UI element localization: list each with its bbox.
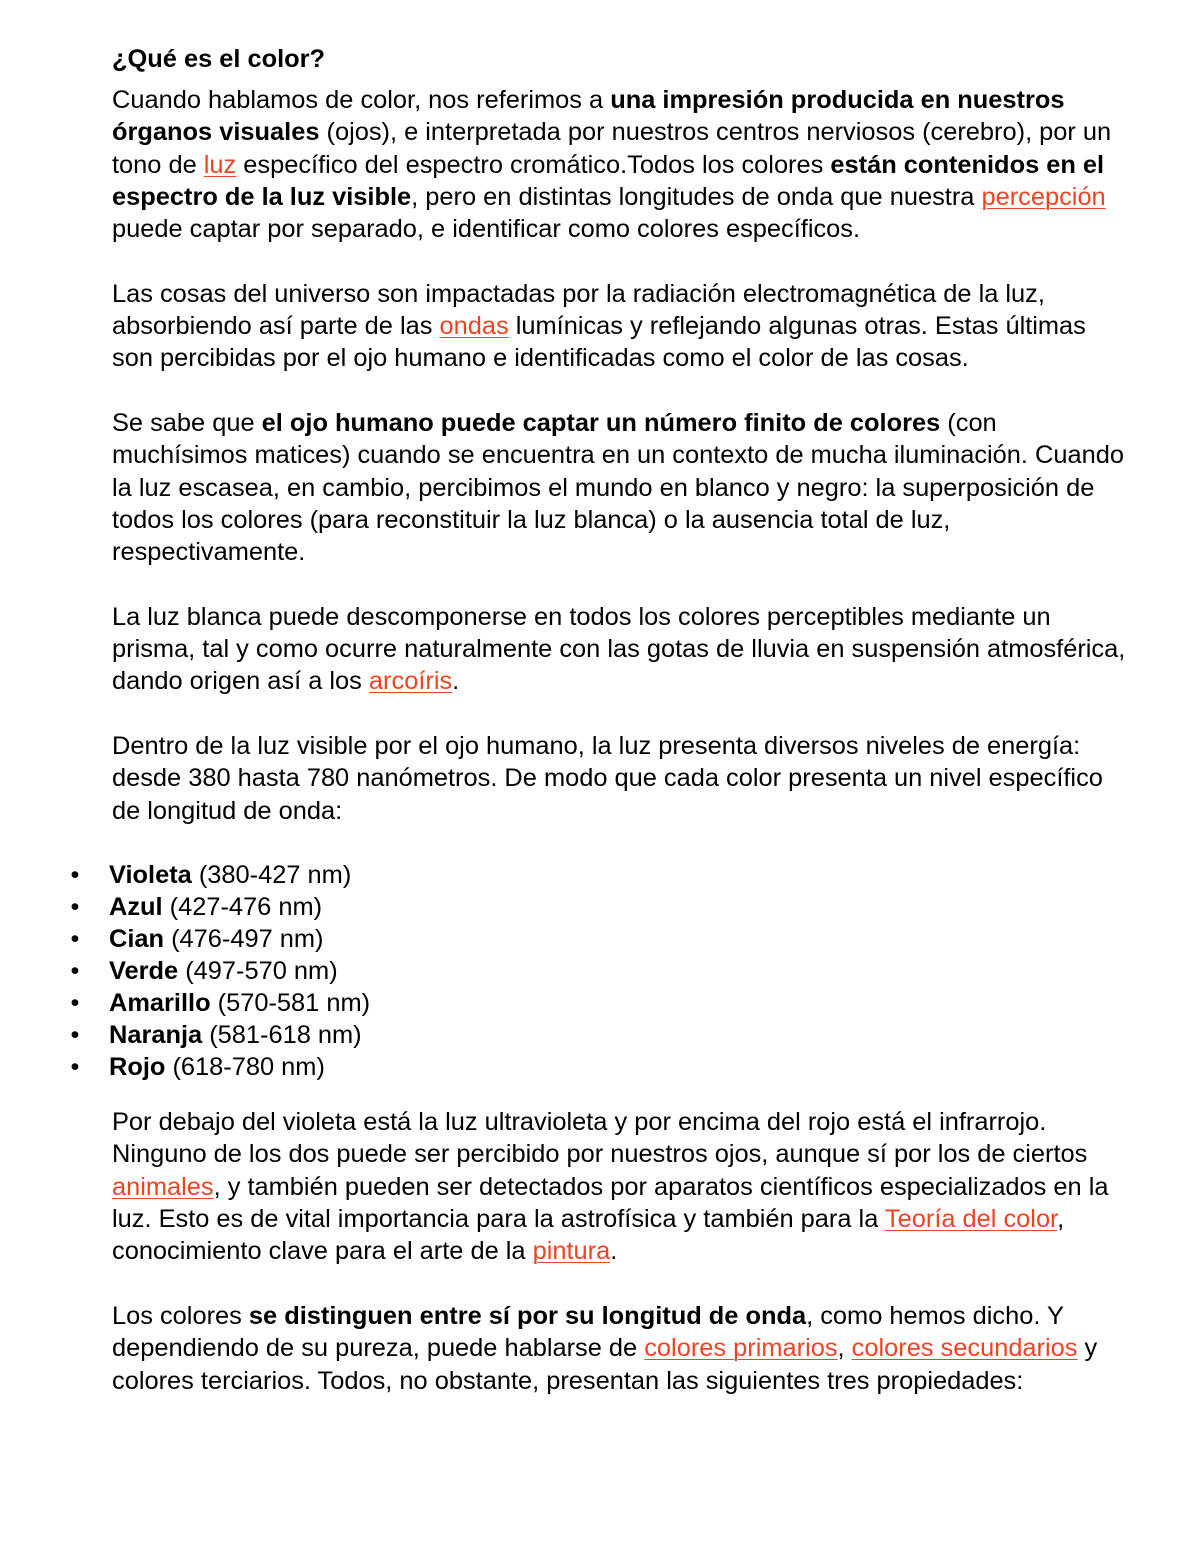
color-range: (581-618 nm) xyxy=(202,1021,362,1050)
link-arcoiris[interactable]: arcoíris xyxy=(368,667,453,696)
color-range: (570-581 nm) xyxy=(210,989,371,1018)
link-ondas[interactable]: ondas xyxy=(439,312,509,341)
link-colores-primarios[interactable]: colores primarios xyxy=(644,1334,838,1363)
list-item-rojo xyxy=(70,1051,1132,1083)
bullet-icon: • xyxy=(70,925,80,954)
text-run: específico del espectro cromático.Todos los colores xyxy=(236,150,831,179)
list-item-naranja xyxy=(70,1019,1132,1051)
text-run: , pero en distintas longitudes de onda que nuestra xyxy=(411,182,982,211)
link-percepcion[interactable]: percepción xyxy=(981,182,1106,211)
bullet-icon: • xyxy=(70,1021,80,1050)
list-item-verde xyxy=(70,955,1132,987)
color-name: Violeta xyxy=(109,861,192,890)
document-page xyxy=(70,43,1132,1397)
color-range: (427-476 nm) xyxy=(162,893,323,922)
text-run: . xyxy=(610,1237,618,1266)
text-run: , xyxy=(837,1334,852,1363)
paragraph-propiedades xyxy=(112,1300,1132,1397)
paragraph-universo xyxy=(112,278,1132,375)
color-name: Amarillo xyxy=(109,989,211,1018)
bold-text: una impresión producida en nuestros órganos visuales xyxy=(112,86,1065,147)
bullet-icon: • xyxy=(70,957,80,986)
color-range: (380-427 nm) xyxy=(191,861,352,890)
color-name: Azul xyxy=(109,893,163,922)
list-item-amarillo xyxy=(70,987,1132,1019)
text-run: Los colores xyxy=(112,1301,249,1330)
bullet-icon: • xyxy=(70,1053,80,1082)
paragraph-luz-blanca xyxy=(112,601,1132,698)
link-animales[interactable]: animales xyxy=(112,1172,214,1201)
text-run: La luz blanca puede descomponerse en todos los colores perceptibles mediante un prisma, tal y como ocurre naturalmente con las gotas de lluvia en suspensión atmosférica, dando origen así a los xyxy=(112,602,1126,696)
text-run: . xyxy=(452,667,460,696)
wavelength-list xyxy=(70,859,1132,1083)
text-run: Las cosas del universo son impactadas por la radiación electromagnética de la luz, absorbiendo así parte de las xyxy=(112,279,1045,341)
text-run: lumínicas y reflejando algunas otras. Estas últimas son percibidas por el ojo humano e identificadas como el color de las cosas. xyxy=(112,312,1086,373)
color-name: Rojo xyxy=(109,1053,166,1082)
link-pintura[interactable]: pintura xyxy=(532,1237,611,1266)
list-item-azul xyxy=(70,891,1132,923)
link-teoria-del-color[interactable]: Teoría del color xyxy=(884,1205,1058,1234)
link-colores-secundarios[interactable]: colores secundarios xyxy=(851,1334,1078,1363)
color-range: (476-497 nm) xyxy=(164,925,324,954)
bold-text: están contenidos en el espectro de la luz visible xyxy=(112,150,1105,211)
bullet-icon: • xyxy=(70,893,80,922)
color-name: Naranja xyxy=(109,1021,203,1050)
list-item-violeta xyxy=(70,859,1132,891)
text-run: , como hemos dicho. Y dependiendo de su pureza, puede hablarse de xyxy=(112,1301,1064,1363)
page-title: ¿Qué es el color? xyxy=(112,45,326,73)
text-run: (ojos), e interpretada por nuestros centros nerviosos (cerebro), por un tono de xyxy=(112,118,1112,179)
color-range: (618-780 nm) xyxy=(165,1053,325,1082)
text-run: Dentro de la luz visible por el ojo humano, la luz presenta diversos niveles de energía: desde 380 hasta 780 nanómetros. De modo que cada color presenta un nivel específico de longitud de onda: xyxy=(112,731,1103,825)
text-run: y colores terciarios. Todos, no obstante, presentan las siguientes tres propiedades: xyxy=(112,1334,1098,1395)
paragraph-ultravioleta xyxy=(112,1106,1132,1267)
paragraph-ojo-humano xyxy=(112,407,1132,568)
paragraph-longitud-onda xyxy=(112,730,1132,827)
color-name: Verde xyxy=(109,957,179,986)
link-luz[interactable]: luz xyxy=(203,150,237,179)
text-run: Por debajo del violeta está la luz ultravioleta y por encima del rojo está el infrarrojo. Ninguno de los dos puede ser percibido por nuestros ojos, aunque sí por los de ciertos xyxy=(112,1108,1088,1169)
color-name: Cian xyxy=(109,925,165,954)
bold-text: se distinguen entre sí por su longitud de onda xyxy=(248,1301,807,1330)
color-range: (497-570 nm) xyxy=(178,957,338,986)
bold-text: el ojo humano puede captar un número finito de colores xyxy=(261,408,941,437)
text-run: (con muchísimos matices) cuando se encuentra en un contexto de mucha iluminación. Cuando la luz escasea, en cambio, percibimos el mundo en blanco y negro: la superposición de todos los colores (para reconstituir la luz blanca) o la ausencia total de luz, respectivamente. xyxy=(112,408,1124,567)
paragraph-intro xyxy=(112,84,1132,245)
text-run: puede captar por separado, e identificar como colores específicos. xyxy=(112,215,861,244)
bullet-icon: • xyxy=(70,989,80,1018)
list-item-cian xyxy=(70,923,1132,955)
text-run: , y también pueden ser detectados por aparatos científicos especializados en la luz. Esto es de vital importancia para la astrofísica y también para la xyxy=(112,1172,1109,1234)
text-run: , conocimiento clave para el arte de la xyxy=(112,1205,1065,1266)
bullet-icon: • xyxy=(70,861,80,890)
text-run: Cuando hablamos de color, nos referimos a xyxy=(112,86,611,114)
text-run: Se sabe que xyxy=(112,408,262,437)
